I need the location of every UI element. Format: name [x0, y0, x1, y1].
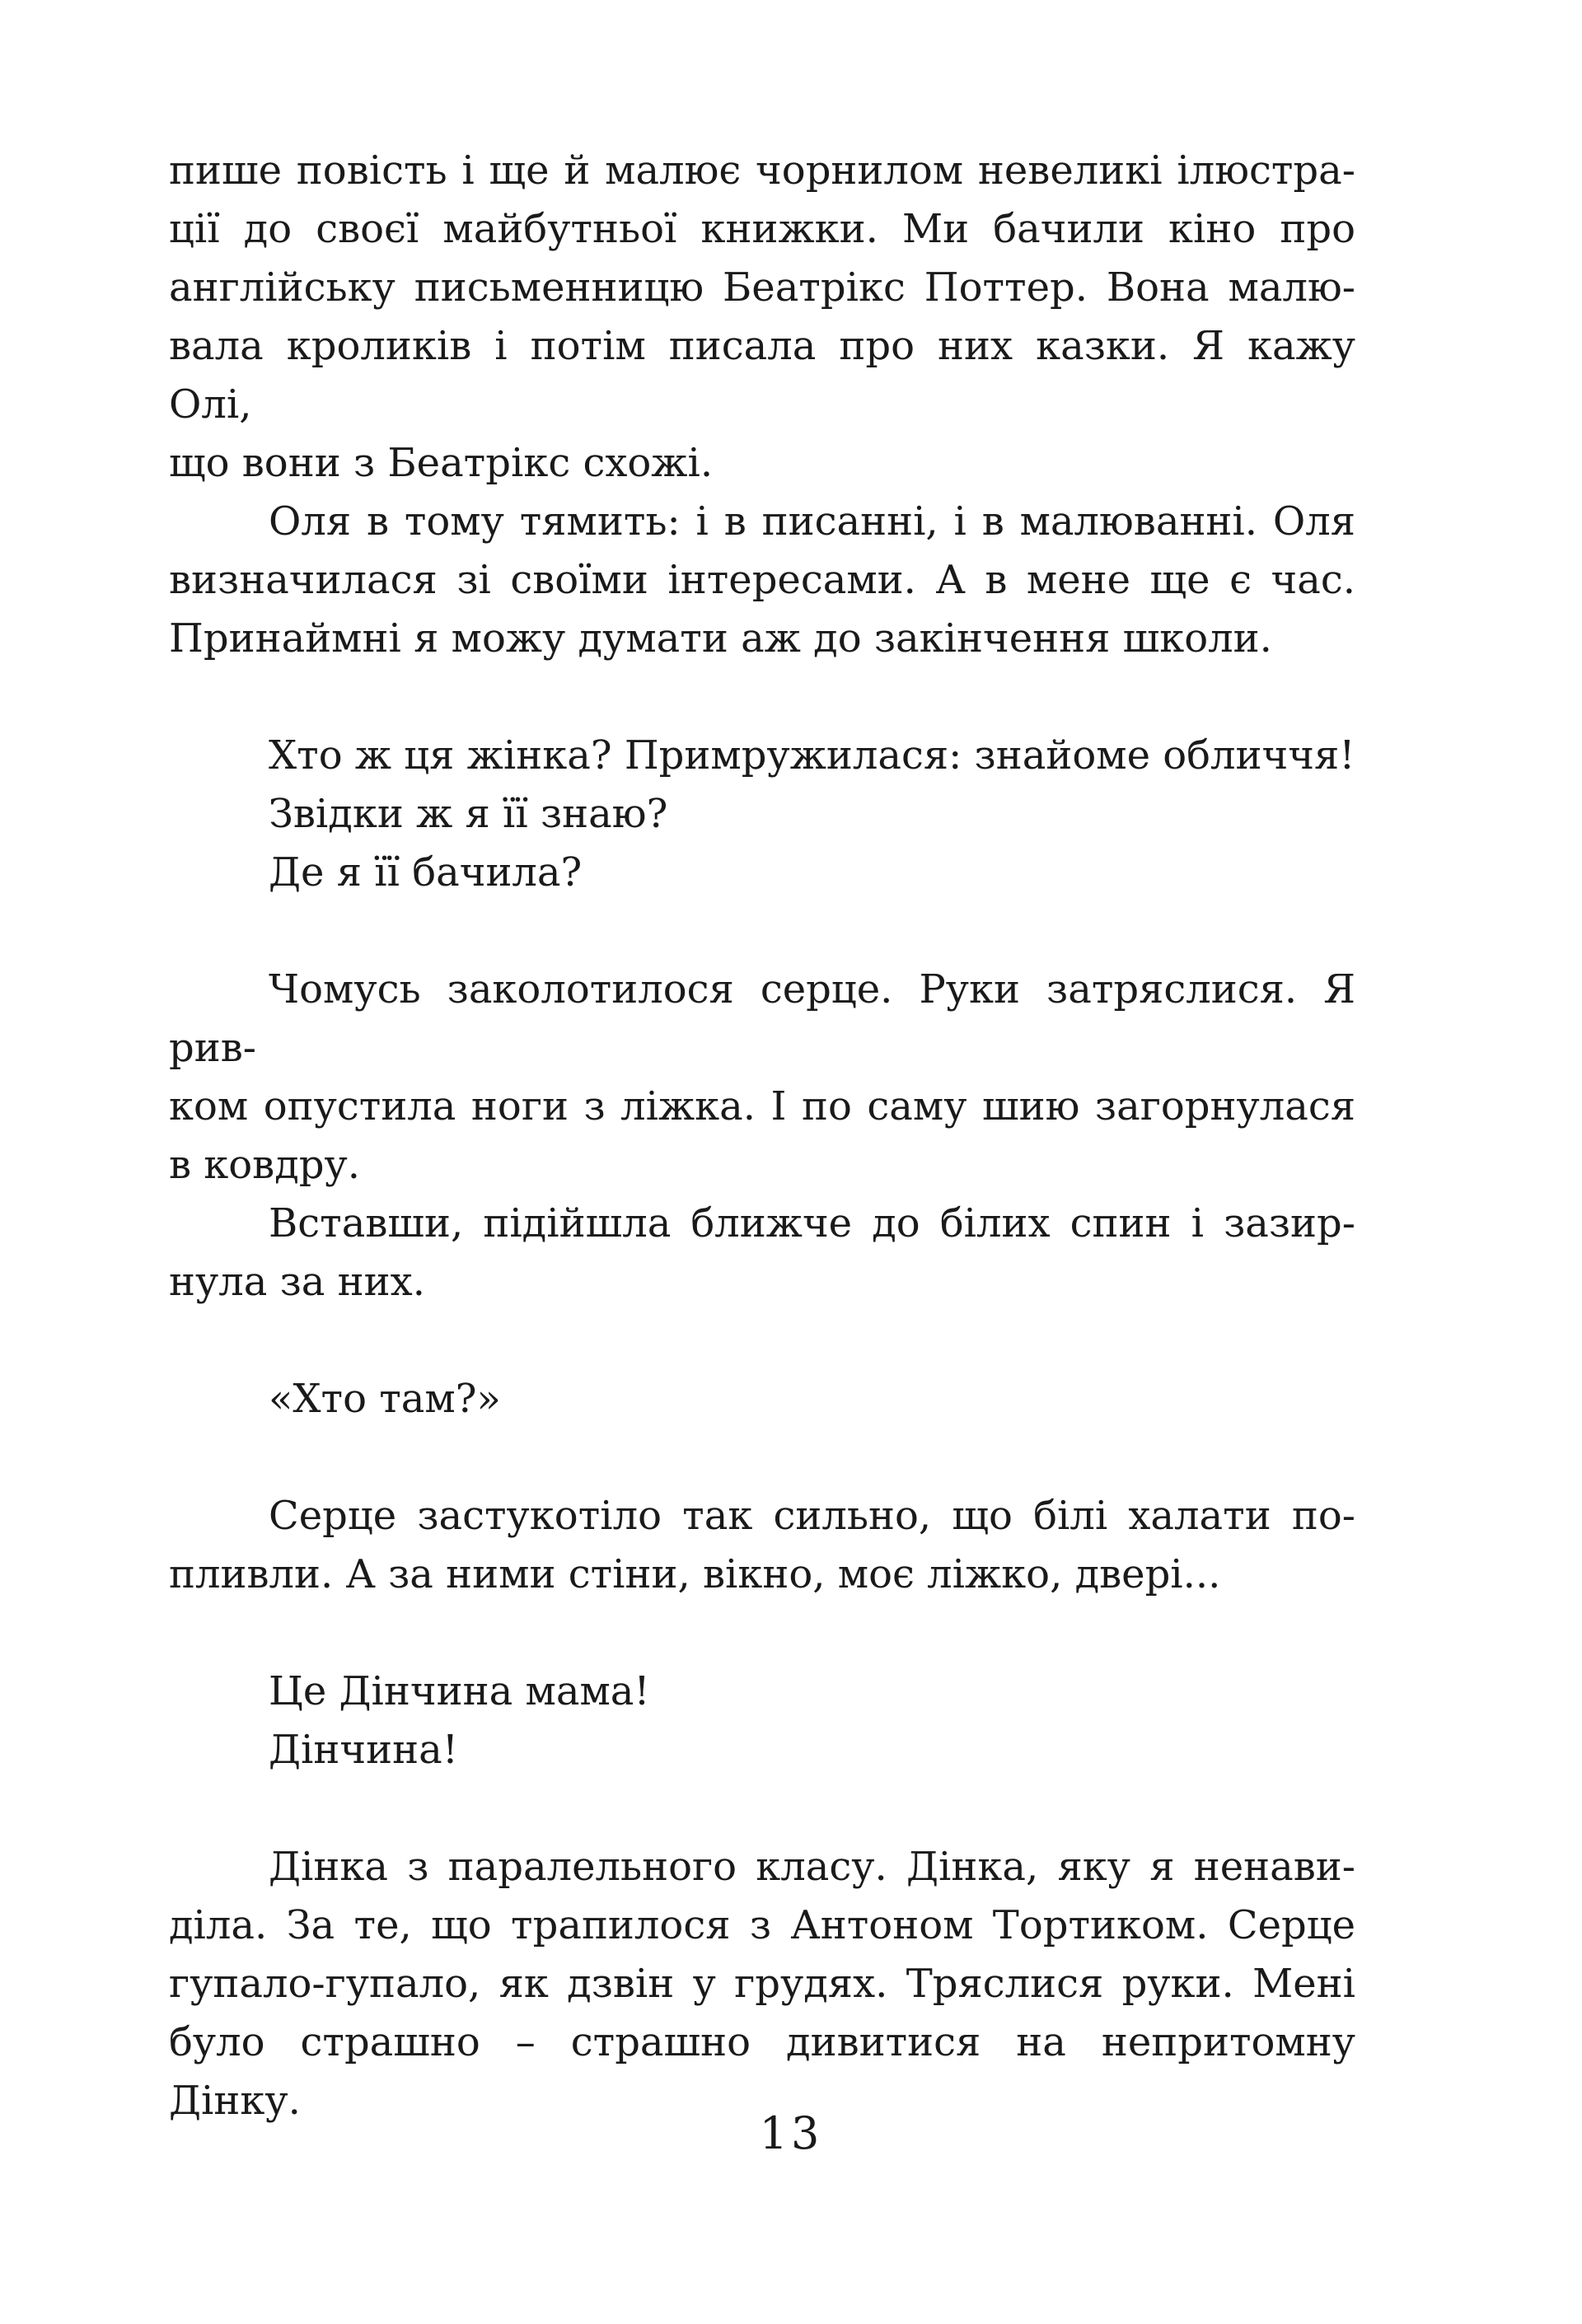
page-number: 13 — [759, 2107, 823, 2159]
text-line: в ковдру. — [169, 1142, 360, 1188]
text-line: Чомусь заколотилося серце. Руки затряслися. Я рив- — [169, 966, 1355, 1071]
paragraph — [169, 961, 1355, 1195]
text-line: Де я її бачила? — [269, 849, 583, 895]
text-line: англійську письменницю Беатрікс Поттер. Вона малю- — [169, 264, 1355, 311]
paragraph — [169, 1195, 1355, 1312]
text-line: Дінка з паралельного класу. Дінка, яку я ненави- — [269, 1844, 1355, 1890]
text-line: нула за них. — [169, 1259, 425, 1305]
text-line: що вони з Беатрікс схожі. — [169, 440, 714, 486]
text-line: ком опустила ноги з ліжка. І по саму шию загорнулася — [169, 1083, 1355, 1129]
paragraph — [169, 142, 1355, 493]
paragraph-gap — [169, 1604, 1355, 1662]
page-text — [169, 142, 1355, 2130]
text-line: Принаймні я можу думати аж до закінчення школи. — [169, 615, 1272, 662]
text-line: Серце застукотіло так сильно, що білі халати по- — [269, 1493, 1355, 1539]
text-line: діла. За те, що трапилося з Антоном Тортиком. Серце — [169, 1902, 1355, 1948]
text-line: вала кроликів і потім писала про них казки. Я кажу Олі, — [169, 323, 1355, 428]
text-line: Вставши, підійшла ближче до білих спин і зазир- — [269, 1200, 1355, 1246]
text-line: гупало-гупало, як дзвін у грудях. Тряслися руки. Мені — [169, 1961, 1355, 2007]
paragraph — [169, 785, 1355, 844]
paragraph — [169, 493, 1355, 668]
paragraph — [169, 1370, 1355, 1429]
paragraph — [169, 727, 1355, 785]
text-line: Звідки ж я її знаю? — [269, 791, 668, 837]
text-line: Хто ж ця жінка? Примружилася: знайоме обличчя! — [269, 732, 1355, 779]
paragraph-gap — [169, 1429, 1355, 1487]
text-line: ції до своєї майбутньої книжки. Ми бачили кіно про — [169, 206, 1355, 252]
paragraph-gap — [169, 1312, 1355, 1370]
paragraph — [169, 1838, 1355, 2130]
text-line: Дінчина! — [269, 1727, 458, 1773]
text-line: «Хто там?» — [269, 1376, 501, 1422]
paragraph — [169, 1721, 1355, 1779]
paragraph — [169, 1487, 1355, 1604]
text-line: пише повість і ще й малює чорнилом невеликі ілюстра- — [169, 147, 1355, 194]
paragraph-gap — [169, 668, 1355, 727]
paragraph-gap — [169, 1779, 1355, 1838]
text-line: пливли. А за ними стіни, вікно, моє ліжко, двері... — [169, 1551, 1221, 1597]
text-line: було страшно – страшно дивитися на непритомну Дінку. — [169, 2019, 1355, 2124]
paragraph — [169, 1662, 1355, 1721]
paragraph — [169, 844, 1355, 902]
paragraph-gap — [169, 902, 1355, 961]
text-line: Оля в тому тямить: і в писанні, і в малюванні. Оля — [269, 498, 1355, 545]
text-line: Це Дінчина мама! — [269, 1668, 650, 1714]
text-line: визначилася зі своїми інтересами. А в мене ще є час. — [169, 557, 1355, 603]
